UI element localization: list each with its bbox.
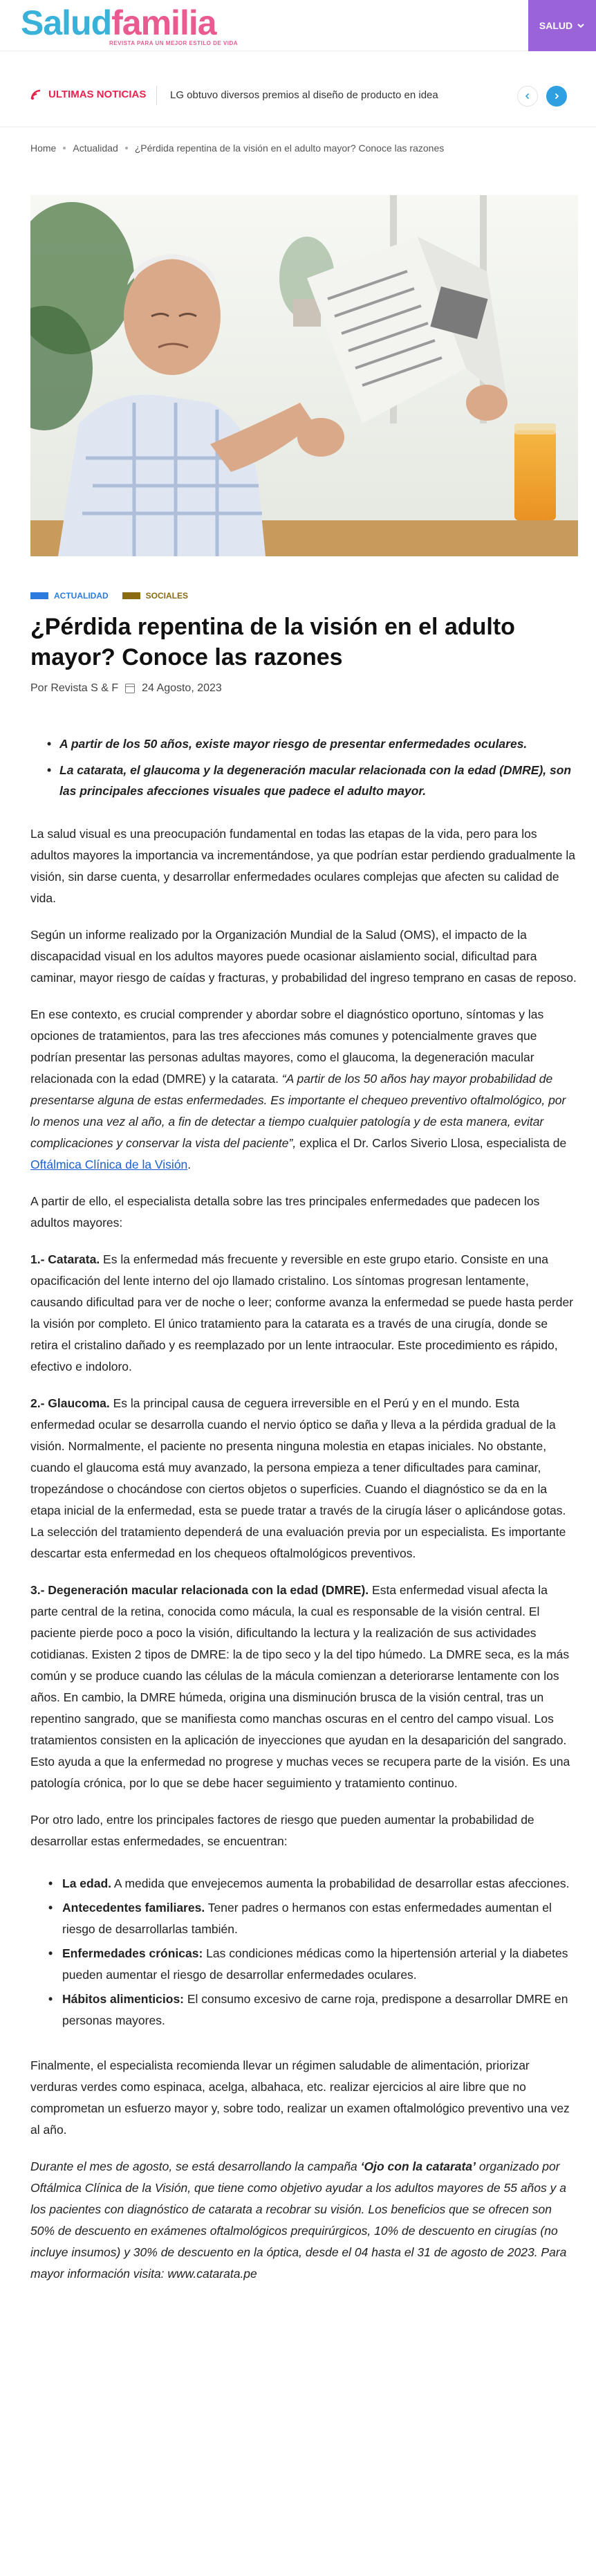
clinic-link[interactable]: Oftálmica Clínica de la Visión <box>30 1158 188 1171</box>
risk-factor-item: • Hábitos alimenticios: El consumo excesivo de carne roja, predispone a desarrollar DMRE en personas mayores. <box>62 1989 577 2031</box>
breadcrumb-separator <box>63 147 66 149</box>
highlight-item: • A partir de los 50 años, existe mayor riesgo de presentar enfermedades oculares. <box>59 733 577 754</box>
article-paragraph: En ese contexto, es crucial comprender y abordar sobre el diagnóstico oportuno, síntomas y las opciones de tratamientos, para las tres afecciones más comunes y potencialmente graves que podrían presentar las personas adultas mayores, como el glaucoma, la degeneración macular relacionada con la edad (DMRE) y la catarata. “A partir de los 50 años hay mayor probabilidad de presentarse alguna de estas enfermedades. Es importante el chequeo preventivo oftalmológico, por lo menos una vez al año, a fin de detectar a tiempo cualquier patología y de esta manera, evitar complicaciones y conservar la vista del paciente”, explica el Dr. Carlos Siverio Llosa, especialista de Oftálmica Clínica de la Visión. <box>30 1007 567 1171</box>
risk-factor-item: • La edad. A medida que envejecemos aumenta la probabilidad de desarrollar estas afecciones. <box>62 1873 577 1894</box>
disease-label: 2.- Glaucoma. <box>30 1396 110 1410</box>
category-tags <box>30 591 188 601</box>
risk-factor-item: • Antecedentes familiares. Tener padres o hermanos con estas enfermedades aumentan el riesgo de desarrollarlas también. <box>62 1897 577 1940</box>
news-ticker <box>0 65 596 127</box>
campaign-name: ‘Ojo con la catarata’ <box>360 2159 476 2173</box>
disease-glaucoma: 2.- Glaucoma. Es la principal causa de ceguera irreversible en el Perú y en el mundo. Esta enfermedad ocular se desarrolla cuando el nervio óptico se daña y lleva a la pérdida gradual de la visión. Normalmente, el paciente no presenta ninguna molestia en etapas iniciales. No obstante, cuando el glaucoma está muy avanzado, la persona empieza a tener dificultades para caminar, tropezándose o chocándose con ciertos objetos o superficies. Cuando el diagnóstico se da en la etapa inicial de la enfermedad, esta se puede tratar a través de la cirugía láser o aplicándose gotas. La selección del tratamiento dependerá de una evaluación previa por un especialista. Es importante descartar esta enfermedad en los chequeos oftalmológicos preventivos. <box>30 1396 566 1560</box>
category-label: SOCIALES <box>145 591 188 601</box>
logo-wordmark: Saludfamilia <box>21 3 216 42</box>
ticker-label-text: ULTIMAS NOTICIAS <box>48 89 147 100</box>
breadcrumb-home[interactable]: Home <box>30 143 57 154</box>
site-header <box>0 0 596 51</box>
logo-tagline: REVISTA PARA UN MEJOR ESTILO DE VIDA <box>109 40 239 46</box>
article-paragraph: Por otro lado, entre los principales factores de riesgo que pueden aumentar la probabilidad de desarrollar estas enfermedades, se encuentran: <box>30 1813 534 1848</box>
category-tag-actualidad[interactable] <box>30 591 109 601</box>
chevron-left-icon <box>524 93 531 100</box>
chevron-down-icon <box>577 21 585 30</box>
signal-icon <box>30 89 43 100</box>
disease-label: 1.- Catarata. <box>30 1252 100 1266</box>
ticker-divider <box>156 86 157 105</box>
category-tag-sociales[interactable] <box>122 591 188 601</box>
article-author[interactable]: Por Revista S & F <box>30 682 119 694</box>
ticker-prev-button[interactable] <box>517 86 538 107</box>
chevron-right-icon <box>553 93 560 100</box>
site-logo[interactable] <box>21 3 239 46</box>
calendar-icon <box>125 684 135 693</box>
hero-image <box>30 195 578 556</box>
category-swatch <box>30 592 48 599</box>
article-body <box>30 727 577 2300</box>
breadcrumb-separator <box>125 147 128 149</box>
ticker-label <box>30 89 146 100</box>
ticker-headline[interactable]: LG obtuvo diversos premios al diseño de producto en idea <box>170 89 438 101</box>
doctor-quote: “A partir de los 50 años hay mayor probabilidad de presentarse alguna de estas enfermedades. Es importante el chequeo preventivo oftalmológico, por lo menos una vez al año, a fin de detectar a tiempo cualquier patología y de esta manera, evitar complicaciones y conservar la vista del paciente”, <box>30 1072 566 1150</box>
disease-label: 3.- Degeneración macular relacionada con la edad (DMRE). <box>30 1583 369 1597</box>
risk-factor-item: • Enfermedades crónicas: Las condiciones médicas como la hipertensión arterial y la diabetes pueden aumentar el riesgo de desarrollar enfermedades oculares. <box>62 1943 577 1986</box>
article-paragraph: Finalmente, el especialista recomienda llevar un régimen saludable de alimentación, priorizar verduras verdes como espinaca, acelga, albahaca, etc. realizar ejercicios al aire libre que no comprometan un esfuerzo mayor y, sobre todo, realizar un examen oftalmológico preventivo una vez al año. <box>30 2058 570 2137</box>
ticker-next-button[interactable] <box>546 86 567 107</box>
disease-dmre: 3.- Degeneración macular relacionada con la edad (DMRE). Esta enfermedad visual afecta la parte central de la retina, conocida como mácula, la cual es responsable de la visión central. El paciente pierde poco a poco la visión, dificultando la lectura y la realización de sus actividades cotidianas. Existen 2 tipos de DMRE: la de tipo seco y la del tipo húmedo. La DMRE seca, es la más común y se produce cuando las células de la mácula comienzan a deteriorarse lentamente con los años. En cambio, la DMRE húmeda, origina una disminución brusca de la visión central, tras un repentino sangrado, que se manifiesta como manchas oscuras en el centro del campo visual. Los tratamientos consisten en la aplicación de inyecciones que ayudan en la desaparición del sangrado. Esto ayuda a que la enfermedad no progrese y muchas veces se recupera parte de la visión. Es una patología crónica, por lo que se debe hacer seguimiento y tratamiento continuo. <box>30 1583 570 1790</box>
hero-illustration <box>30 195 578 556</box>
article-title: ¿Pérdida repentina de la visión en el adulto mayor? Conoce las razones <box>30 614 515 670</box>
menu-button[interactable] <box>528 0 596 51</box>
article-highlights <box>30 733 577 801</box>
risk-factor-list <box>30 1873 577 2031</box>
article-paragraph: Según un informe realizado por la Organización Mundial de la Salud (OMS), el impacto de la discapacidad visual en los adultos mayores puede ocasionar aislamiento social, dificultad para caminar, mayor riesgo de caídas y fracturas, y probabilidad del ingreso temprano en casas de reposo. <box>30 928 577 985</box>
highlight-item: • La catarata, el glaucoma y la degeneración macular relacionada con la edad (DMRE), son las principales afecciones visuales que padece el adulto mayor. <box>59 760 577 801</box>
category-label: ACTUALIDAD <box>54 591 109 601</box>
breadcrumb <box>30 143 444 154</box>
breadcrumb-category[interactable]: Actualidad <box>73 143 118 154</box>
disease-catarata: 1.- Catarata. Es la enfermedad más frecuente y reversible en este grupo etario. Consiste en una opacificación del lente interno del ojo llamado cristalino. Los síntomas progresan lentamente, causando dificultad para ver de noche o leer; conforme avanza la enfermedad se puede hasta perder la visión por completo. El único tratamiento para la catarata es a través de una cirugía, donde se retira el cristalino dañado y es reemplazado por un lente intraocular. Este procedimiento es rápido, efectivo e indoloro. <box>30 1252 574 1373</box>
menu-button-label: SALUD <box>539 20 573 31</box>
category-swatch <box>122 592 140 599</box>
article-date: 24 Agosto, 2023 <box>142 682 222 694</box>
campaign-paragraph: Durante el mes de agosto, se está desarrollando la campaña ‘Ojo con la catarata’ organizado por Oftálmica Clínica de la Visión, que tiene como objetivo ayudar a los adultos mayores de 55 años y a los pacientes con diagnóstico de catarata a recobrar su visión. Los beneficios que se ofrecen son 50% de descuento en exámenes oftalmológicos prequirúrgicos, 10% de descuento en cirugías (no incluye insumos) y 30% de descuento en la óptica, desde el 04 hasta el 31 de agosto de 2023. Para mayor información visita: www.catarata.pe <box>30 2159 567 2281</box>
article-meta <box>30 682 222 695</box>
article-paragraph: A partir de ello, el especialista detalla sobre las tres principales enfermedades que padecen los adultos mayores: <box>30 1194 540 1230</box>
article-paragraph: La salud visual es una preocupación fundamental en todas las etapas de la vida, pero para los adultos mayores la importancia va incrementándose, ya que podrían estar perdiendo gradualmente la visión, sin darse cuenta, y desarrollar enfermedades oculares complejas que afecten su calidad de vida. <box>30 827 575 905</box>
breadcrumb-current: ¿Pérdida repentina de la visión en el adulto mayor? Conoce las razones <box>134 143 445 154</box>
